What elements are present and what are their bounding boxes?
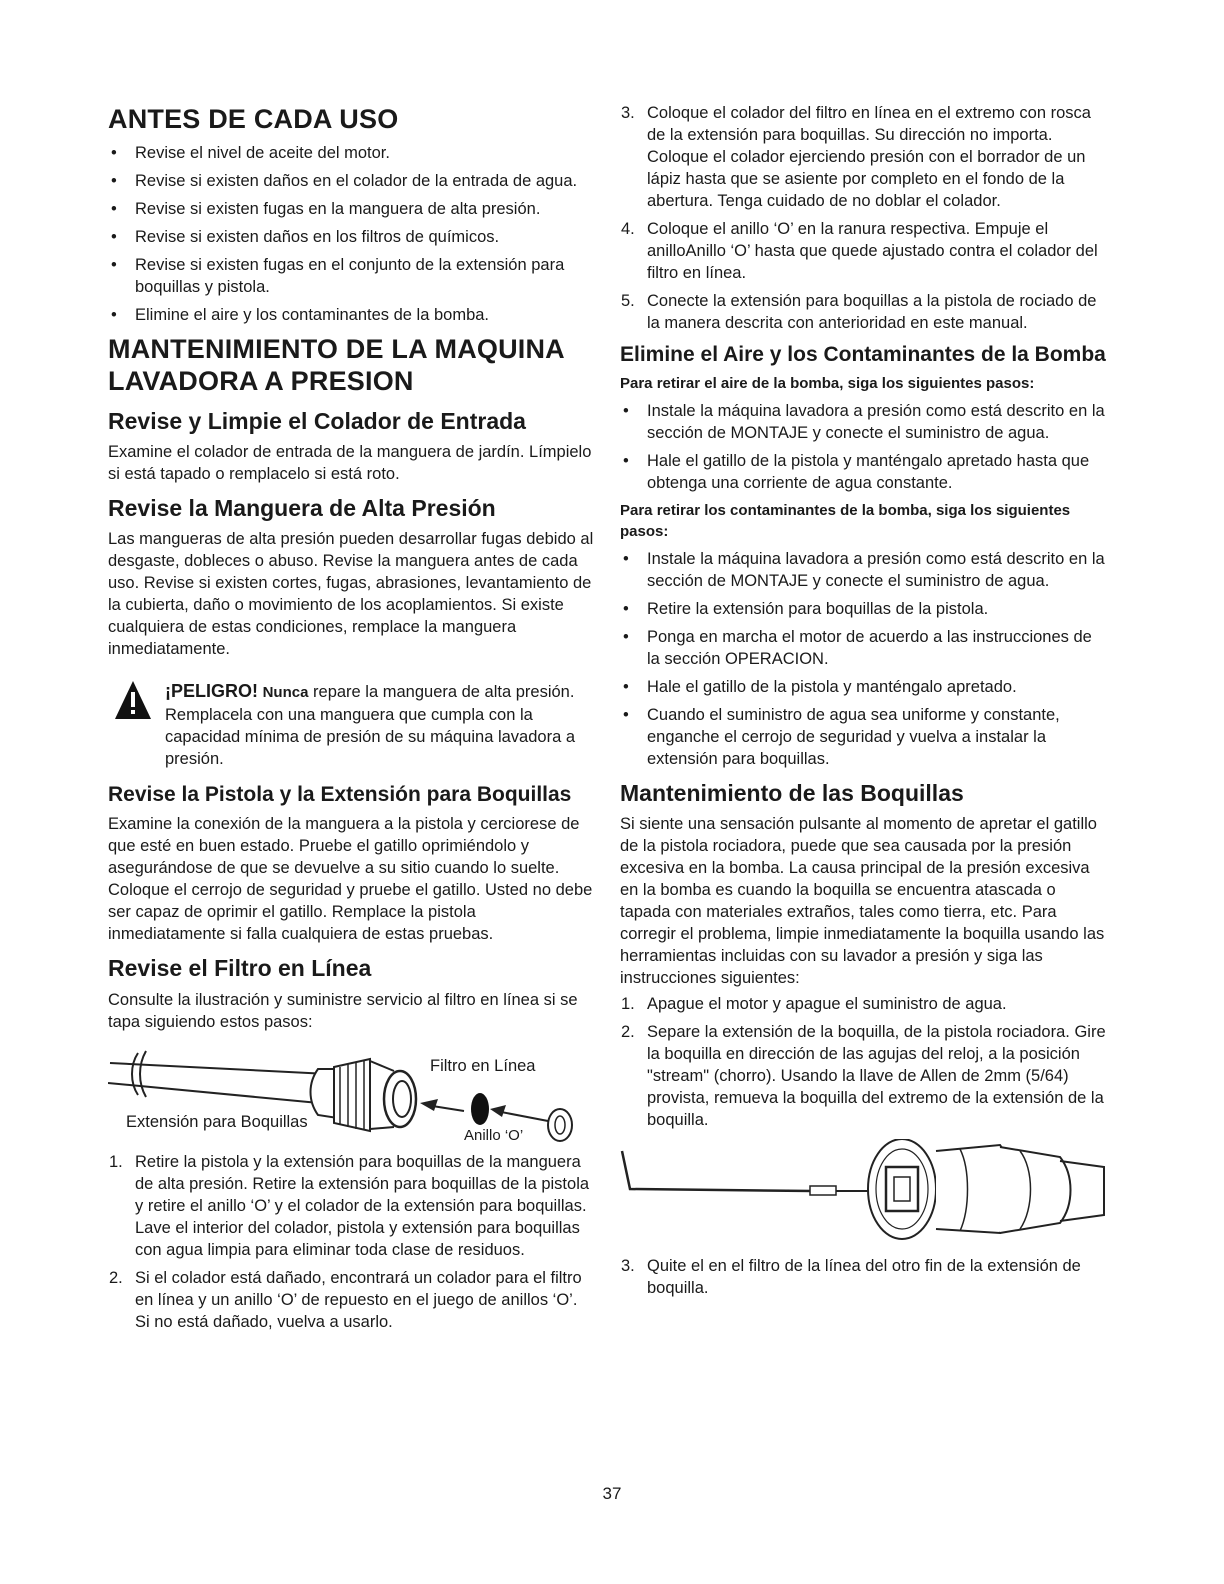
heading-filtro-linea: Revise el Filtro en Línea (108, 955, 372, 982)
label-filtro-en-linea: Filtro en Línea (430, 1056, 536, 1075)
list-item: 3. Quite el en el filtro de la línea del otro fin de la extensión de boquilla. (621, 1257, 1081, 1298)
list-item: • Hale el gatillo de la pistola y manténgalo apretado hasta que obtenga una corriente de agua constante. (623, 451, 1090, 492)
warning-lead: Nunca (262, 684, 309, 702)
warning-text: ¡PELIGRO! Nunca repare la manguera de alta presión. Remplacela con una manguera que cumpla con la capacidad mínima de presión de su máquina lavadora a presión. (165, 681, 576, 769)
warning-triangle-icon (114, 680, 152, 720)
bullet: • (623, 627, 629, 646)
left-column (108, 96, 596, 1339)
paragraph-pistola: Examine la conexión de la manguera a la pistola y cerciorese de que esté en buen estado. Pruebe el gatillo oprimiéndolo y asegurándose de que se devuelve a su sitio cuando lo suelte. Coloque el cerrojo de seguridad y pruebe el gatillo. Usted no debe ser capaz de oprimir el gatillo. Remplace la pistola inmediatamente si falla cualquiera de estas pruebas. (108, 815, 593, 944)
boquillas-steps-continued (620, 1255, 1106, 1299)
heading-elimine-aire: Elimine el Aire y los Contaminantes de la Bomba (620, 343, 1106, 366)
list-item: • Instale la máquina lavadora a presión como está descrito en la sección de MONTAJE y conecte el suministro de agua. (623, 549, 1105, 590)
bullet: • (623, 451, 629, 470)
bullet: • (623, 401, 629, 420)
label-anillo-o: Anillo ‘O’ (464, 1126, 524, 1144)
filter-steps-right (620, 102, 1106, 334)
page-number: 37 (602, 1484, 622, 1503)
list-item: • Instale la máquina lavadora a presión como está descrito en la sección de MONTAJE y conecte el suministro de agua. (623, 401, 1105, 442)
warning-title: ¡PELIGRO! (165, 681, 258, 702)
right-column (620, 102, 1106, 1305)
heading-manguera: Revise la Manguera de Alta Presión (108, 495, 496, 522)
heading-mantenimiento: MANTENIMIENTO DE LA MAQUINA LAVADORA A PRESION (108, 333, 564, 396)
antes-list (108, 142, 596, 326)
bullet: • (623, 677, 629, 696)
list-item: 4. Coloque el anillo ‘O’ en la ranura respectiva. Empuje el anilloAnillo ‘O’ hasta que quede ajustado contra el colador del filtro en línea. (621, 220, 1098, 282)
lead-contaminantes: Para retirar los contaminantes de la bomba, siga los siguientes pasos: (620, 501, 1071, 540)
nozzle-figure (620, 1139, 1106, 1249)
list-item: • Cuando el suministro de agua sea uniforme y constante, enganche el cerrojo de seguridad y vuelva a instalar la extensión para boquillas. (623, 705, 1060, 768)
bullet: • (111, 199, 117, 218)
bullet: • (111, 171, 117, 190)
allen-key-nozzle-illustration (620, 1139, 1106, 1249)
list-item: 2. Si el colador está dañado, encontrará un colador para el filtro en línea y un anillo ‘O’ de repuesto en el juego de anillos ‘O’. Si no está dañado, vuelva a usarlo. (109, 1268, 582, 1331)
list-item: 1. Apague el motor y apague el suministro de agua. (621, 995, 1007, 1014)
list-item: • Revise el nivel de aceite del motor. (111, 143, 390, 162)
bullet: • (111, 227, 117, 246)
list-item: • Hale el gatillo de la pistola y manténgalo apretado. (623, 677, 1017, 696)
heading-pistola: Revise la Pistola y la Extensión para Boquillas (108, 783, 572, 807)
paragraph-manguera: Las mangueras de alta presión pueden desarrollar fugas debido al desgaste, dobleces o abuso. Revise la manguera antes de cada uso. Revise si existen cortes, fugas, abrasiones, levantamiento de la cubierta, daño o movimiento de los acoplamientos. Si existe cualquiera de estas condiciones, remplace la manguera inmediatamente. (108, 530, 594, 659)
list-item: • Retire la extensión para boquillas de la pistola. (623, 599, 989, 618)
bullet: • (623, 705, 629, 724)
heading-mantenimiento-boquillas: Mantenimiento de las Boquillas (620, 779, 964, 806)
list-item: 1. Retire la pistola y la extensión para boquillas de la manguera de alta presión. Retire la extensión para boquillas de la pistola y retire el anillo ‘O’ y el colador de la extensión para boquillas. Lave el interior del colador, pistola y extensión para boquillas con agua limpia para eliminar toda clase de residuos. (109, 1152, 590, 1259)
heading-antes-de-cada-uso: ANTES DE CADA USO (108, 104, 399, 134)
list-item: • Elimine el aire y los contaminantes de la bomba. (111, 305, 490, 324)
heading-colador-entrada: Revise y Limpie el Colador de Entrada (108, 407, 526, 434)
list-item: • Revise si existen fugas en el conjunto de la extensión para boquillas y pistola. (111, 255, 565, 296)
paragraph-boquillas: Si siente una sensación pulsante al momento de apretar el gatillo de la pistola rociadora, puede que sea causada por la presión excesiva en la bomba. La causa principal de la presión excesiva en la bomba es cuando la boquilla se encuentra atascada o tapada con materiales extraños, tales como tierra, etc. Para corregir el problema, limpie inmediatamente la boquilla usando las herramientas incluidas con su lavador a presión y siga las instrucciones siguientes: (620, 815, 1105, 988)
bullet: • (623, 549, 629, 568)
aire-list (620, 400, 1106, 494)
list-item: • Revise si existen fugas en la manguera de alta presión. (111, 199, 541, 218)
bullet: • (111, 143, 117, 162)
list-item: • Revise si existen daños en los filtros de químicos. (111, 227, 500, 246)
filter-steps-left (108, 1151, 596, 1333)
lead-aire: Para retirar el aire de la bomba, siga los siguientes pasos: (620, 374, 1035, 392)
list-item: • Revise si existen daños en el colador de la entrada de agua. (111, 171, 578, 190)
list-item: 3. Coloque el colador del filtro en línea en el extremo con rosca de la extensión para boquillas. Su dirección no importa. Coloque el colador ejerciendo presión con el borrador de un lápiz hasta que se asiente por completo en el fondo de la abertura. Tenga cuidado de no doblar el colador. (621, 104, 1091, 210)
list-item: • Ponga en marcha el motor de acuerdo a las instrucciones de la sección OPERACION. (623, 627, 1092, 668)
list-item: 5. Conecte la extensión para boquillas a la pistola de rociado de la manera descrita con anterioridad en este manual. (621, 292, 1097, 332)
boquillas-steps (620, 993, 1106, 1131)
paragraph-filtro-linea: Consulte la ilustración y suministre servicio al filtro en línea si se tapa siguiendo estos pasos: (108, 990, 578, 1031)
paragraph-colador-entrada: Examine el colador de entrada de la manguera de jardín. Límpielo si está tapado o remplacelo si está roto. (108, 443, 592, 484)
bullet: • (623, 599, 629, 618)
warning-box (108, 680, 596, 770)
contaminantes-list (620, 548, 1106, 770)
label-extension-boquillas: Extensión para Boquillas (126, 1112, 308, 1131)
filter-figure (108, 1039, 596, 1147)
list-item: 2. Separe la extensión de la boquilla, de la pistola rociadora. Gire la boquilla en dirección de las agujas del reloj, a la posición "stream" (chorro). Usando la llave de Allen de 2mm (5/64) provista, remueva la boquilla del extremo de la extensión de la boquilla. (621, 1023, 1106, 1130)
bullet: • (111, 255, 117, 274)
bullet: • (111, 305, 117, 324)
